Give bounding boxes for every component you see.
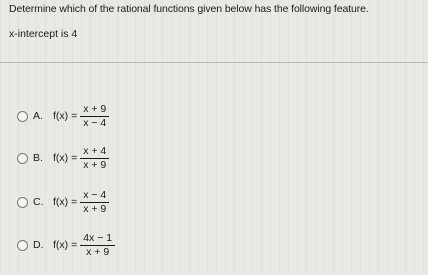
choice-a[interactable] — [17, 99, 109, 133]
denominator: x + 9 — [83, 202, 107, 215]
divider — [0, 62, 428, 63]
function-label: f(x) = — [53, 239, 78, 251]
denominator: x + 9 — [86, 245, 110, 258]
choice-b[interactable] — [17, 141, 109, 175]
radio-button-b[interactable] — [17, 153, 28, 164]
function-label: f(x) = — [53, 196, 78, 208]
numerator: x − 4 — [83, 188, 107, 201]
choice-letter: B. — [33, 152, 43, 164]
choice-letter: A. — [33, 110, 43, 122]
denominator: x + 9 — [83, 158, 107, 171]
radio-button-d[interactable] — [17, 240, 28, 251]
radio-button-c[interactable] — [17, 197, 28, 208]
choice-letter: D. — [33, 239, 44, 251]
formula-a — [53, 103, 109, 130]
choice-d[interactable] — [17, 228, 115, 262]
question-prompt: Determine which of the rational functions given below has the following feature. — [9, 3, 369, 15]
function-label: f(x) = — [53, 152, 78, 164]
choice-letter: C. — [33, 196, 44, 208]
numerator: x + 9 — [83, 102, 107, 115]
fraction — [80, 189, 109, 216]
fraction — [80, 103, 109, 130]
numerator: x + 4 — [83, 144, 107, 157]
denominator: x − 4 — [83, 116, 107, 129]
numerator: 4x − 1 — [83, 231, 113, 244]
formula-b — [53, 145, 109, 172]
fraction — [80, 145, 109, 172]
fraction — [80, 232, 115, 259]
formula-c — [53, 189, 109, 216]
formula-d — [53, 232, 115, 259]
function-label: f(x) = — [53, 110, 78, 122]
feature-text: x-intercept is 4 — [9, 28, 78, 40]
radio-button-a[interactable] — [17, 111, 28, 122]
choice-c[interactable] — [17, 185, 109, 219]
